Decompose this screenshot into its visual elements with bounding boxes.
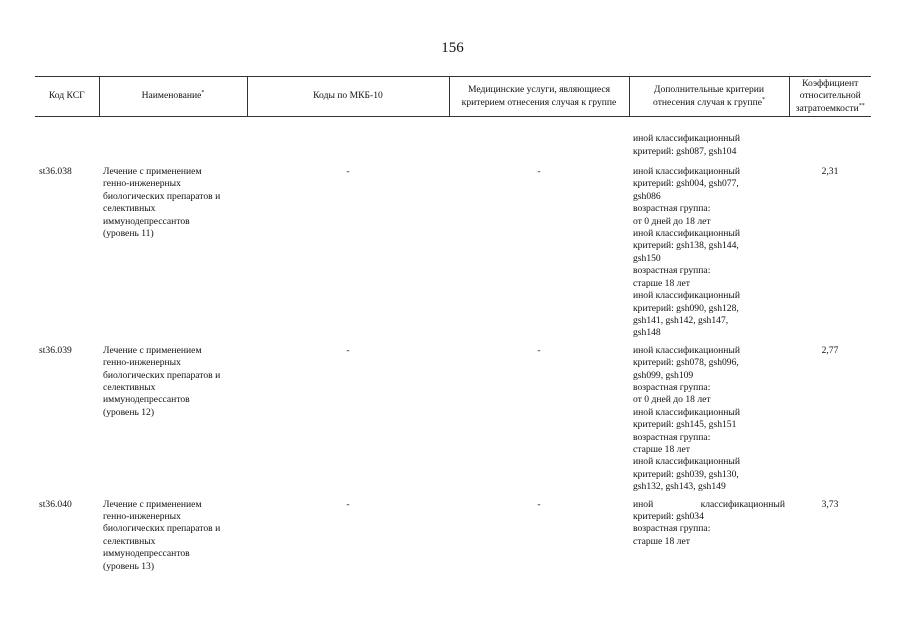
criteria-line: возрастная группа: xyxy=(633,523,711,535)
name-line: биологических препаратов и xyxy=(103,369,221,381)
mkb-codes: - xyxy=(346,498,350,510)
header-mkb: Коды по МКБ-10 xyxy=(247,77,449,117)
ksg-code: st36.039 xyxy=(39,344,72,356)
criteria-line: иной классификационный xyxy=(633,166,740,178)
criteria-line: от 0 дней до 18 лет xyxy=(633,394,711,406)
cost-coefficient: 3,73 xyxy=(821,498,839,510)
additional-criteria xyxy=(629,340,789,494)
name-line: (уровень 12) xyxy=(103,406,155,418)
criteria-line: критерий: gsh078, gsh096, xyxy=(633,357,739,369)
criteria-line: возрастная группа: xyxy=(633,431,711,443)
criteria-line: возрастная группа: xyxy=(633,381,711,393)
name-line: генно-инженерных xyxy=(103,511,181,522)
page-number: 156 xyxy=(441,40,464,56)
table-header-row xyxy=(35,77,871,117)
name-line: генно-инженерных xyxy=(103,178,181,190)
criteria-line: gsh150 xyxy=(633,252,661,264)
cost-coefficient: 2,77 xyxy=(821,344,839,356)
criteria-line: gsh141, gsh142, gsh147, xyxy=(633,314,729,326)
name-line: биологических препаратов и xyxy=(103,523,221,535)
header-criteria: Дополнительные критерии отнесения случая к группе* xyxy=(629,77,789,117)
name-line: Лечение с применением xyxy=(103,344,202,356)
criteria-line: критерий: gsh034 xyxy=(633,511,704,522)
mkb-codes: - xyxy=(346,166,350,178)
criteria-line: возрастная группа: xyxy=(633,265,711,277)
criteria-line: возрастная группа: xyxy=(633,203,711,215)
medical-services: - xyxy=(537,166,541,178)
criteria-line: иной классификационный xyxy=(633,133,740,145)
criteria-line: gsh148 xyxy=(633,327,661,339)
criteria-line: иной классификационный xyxy=(633,498,785,510)
additional-criteria xyxy=(629,494,789,573)
criteria-line: старше 18 лет xyxy=(633,443,690,455)
criteria-line: критерий: gsh138, gsh144, xyxy=(633,240,739,252)
name-line: (уровень 11) xyxy=(103,228,154,240)
criteria-line: иной классификационный xyxy=(633,456,740,468)
criteria-line: gsh086 xyxy=(633,190,661,202)
criteria-line: иной классификационный xyxy=(633,344,740,356)
carryover-criteria xyxy=(629,117,789,158)
criteria-line: критерий: gsh145, gsh151 xyxy=(633,419,737,431)
criteria-line: от 0 дней до 18 лет xyxy=(633,215,711,227)
criteria-line: gsh099, gsh109 xyxy=(633,369,694,381)
ksg-name xyxy=(99,494,247,573)
criteria-line: старше 18 лет xyxy=(633,277,690,289)
ksg-table xyxy=(35,76,871,573)
table-row xyxy=(35,158,871,340)
table-row xyxy=(35,340,871,494)
name-line: иммунодепрессантов xyxy=(103,394,190,406)
additional-criteria xyxy=(629,158,789,340)
footnote-mark: * xyxy=(201,90,205,97)
carryover-row xyxy=(35,117,871,158)
header-name: Наименование* xyxy=(99,77,247,117)
criteria-line: gsh132, gsh143, gsh149 xyxy=(633,481,726,493)
name-line: селективных xyxy=(103,535,156,547)
ksg-name xyxy=(99,158,247,340)
ksg-code: st36.038 xyxy=(39,166,72,178)
footnote-mark: * xyxy=(761,96,765,103)
header-code: Код КСГ xyxy=(35,77,99,117)
ksg-code: st36.040 xyxy=(39,498,72,510)
criteria-line: критерий: gsh039, gsh130, xyxy=(633,468,739,480)
name-line: Лечение с применением xyxy=(103,166,202,178)
criteria-line: критерий: gsh004, gsh077, xyxy=(633,178,739,190)
name-line: (уровень 13) xyxy=(103,560,155,572)
criteria-line: иной классификационный xyxy=(633,290,740,302)
criteria-line: старше 18 лет xyxy=(633,535,690,547)
table-row xyxy=(35,494,871,573)
name-line: иммунодепрессантов xyxy=(103,548,190,560)
criteria-line: критерий: gsh090, gsh128, xyxy=(633,302,739,314)
name-line: биологических препаратов и xyxy=(103,190,221,202)
medical-services: - xyxy=(537,498,541,510)
header-coef: Коэффициент относительной затратоемкости** xyxy=(789,77,871,117)
name-line: селективных xyxy=(103,381,156,393)
footnote-mark: ** xyxy=(858,102,865,109)
name-line: Лечение с применением xyxy=(103,498,202,510)
mkb-codes: - xyxy=(346,344,350,356)
header-services: Медицинские услуги, являющиеся критерием отнесения случая к группе xyxy=(449,77,629,117)
criteria-line: критерий: gsh087, gsh104 xyxy=(633,145,737,157)
name-line: генно-инженерных xyxy=(103,357,181,369)
name-line: селективных xyxy=(103,203,156,215)
criteria-line: иной классификационный xyxy=(633,406,740,418)
criteria-line: иной классификационный xyxy=(633,228,740,240)
medical-services: - xyxy=(537,344,541,356)
cost-coefficient: 2,31 xyxy=(821,166,839,178)
ksg-name xyxy=(99,340,247,494)
name-line: иммунодепрессантов xyxy=(103,215,190,227)
